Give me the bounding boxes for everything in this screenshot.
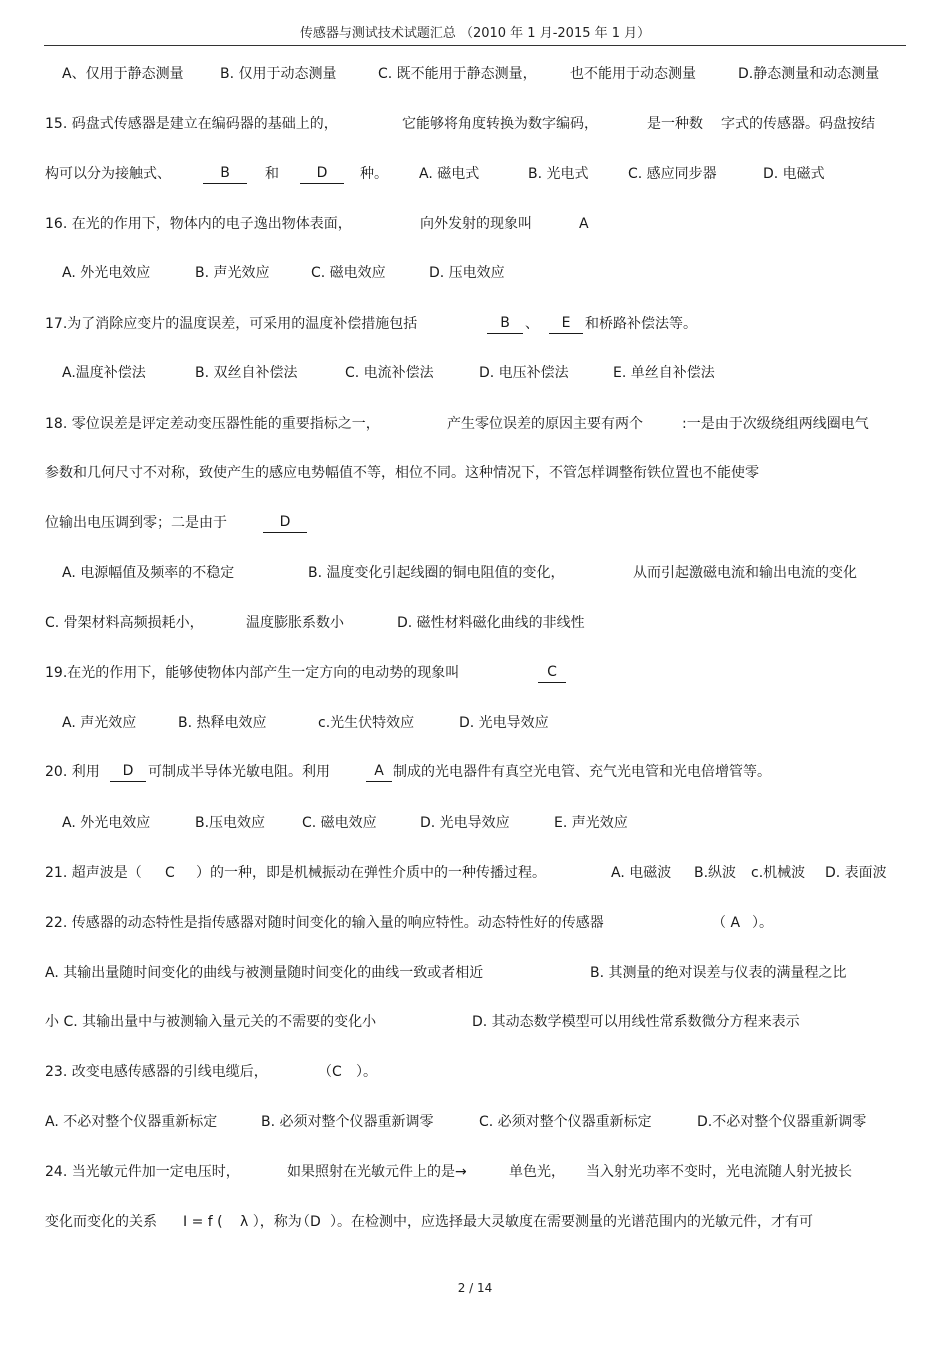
- text-segment: C. 电流补偿法: [345, 365, 434, 381]
- answer-blank: E: [549, 313, 583, 334]
- text-line: [0, 1111, 950, 1133]
- text-segment: 它能够将角度转换为数字编码，: [402, 116, 598, 132]
- text-segment: λ ），称为: [240, 1214, 302, 1230]
- answer-blank: B: [487, 313, 523, 334]
- text-segment: E. 单丝自补偿法: [613, 365, 715, 381]
- text-segment: ）。: [356, 1064, 377, 1080]
- text-segment: C. 感应同步器: [628, 166, 717, 182]
- text-segment: 制成的光电器件有真空光电管、充气光电管和光电倍增管等。: [393, 764, 771, 780]
- text-segment: 、: [525, 316, 539, 332]
- text-segment: 是一种数: [647, 116, 703, 132]
- text-segment: 和: [265, 166, 279, 182]
- text-segment: B. 仅用于动态测量: [220, 66, 337, 82]
- text-segment: D. 光电导效应: [420, 815, 510, 831]
- text-line: [0, 163, 950, 185]
- text-segment: A. 不必对整个仪器重新标定: [45, 1114, 218, 1130]
- text-segment: （ A: [712, 915, 741, 931]
- text-segment: C. 磁电效应: [311, 265, 386, 281]
- text-segment: ）。: [752, 915, 773, 931]
- text-segment: 种。: [360, 166, 388, 182]
- text-segment: 可制成半导体光敏电阻。利用: [148, 764, 330, 780]
- text-line: [0, 862, 950, 884]
- text-segment: 和桥路补偿法等。: [585, 316, 697, 332]
- text-segment: B.压电效应: [195, 815, 266, 831]
- text-line: [0, 1011, 950, 1033]
- text-segment: :一是由于次级绕组两线圈电气: [682, 416, 869, 432]
- text-segment: 17.为了消除应变片的温度误差，可采用的温度补偿措施包括: [45, 316, 418, 332]
- text-segment: 当入射光功率不变时，光电流随人射光披长: [586, 1164, 852, 1180]
- text-segment: B. 光电式: [528, 166, 589, 182]
- text-segment: 小 C. 其输出量中与被测输入量元关的不需要的变化小: [45, 1014, 377, 1030]
- text-segment: c.光生伏特效应: [318, 715, 415, 731]
- text-line: [0, 962, 950, 984]
- text-line: [0, 113, 950, 135]
- text-segment: A. 电源幅值及频率的不稳定: [62, 565, 235, 581]
- text-segment: E. 声光效应: [554, 815, 628, 831]
- text-line: [0, 63, 950, 85]
- text-line: [0, 262, 950, 284]
- answer-blank: D: [263, 512, 307, 533]
- text-segment: 22. 传感器的动态特性是指传感器对随时间变化的输入量的响应特性。动态特性好的传感器: [45, 915, 604, 931]
- text-segment: 变化而变化的关系: [45, 1214, 157, 1230]
- text-segment: I = f (: [183, 1214, 223, 1230]
- text-segment: D. 压电效应: [429, 265, 505, 281]
- text-segment: B.纵波: [694, 865, 737, 881]
- text-line: [0, 662, 950, 684]
- text-segment: B. 热释电效应: [178, 715, 267, 731]
- text-line: [0, 512, 950, 534]
- text-segment: 也不能用于动态测量: [570, 66, 696, 82]
- text-segment: A. 外光电效应: [62, 815, 151, 831]
- text-segment: 18. 零位误差是评定差动变压器性能的重要指标之一，: [45, 416, 380, 432]
- answer-blank: B: [203, 163, 247, 184]
- text-segment: 字式的传感器。码盘按结: [721, 116, 875, 132]
- text-line: [0, 462, 950, 484]
- text-segment: c.机械波: [751, 865, 806, 881]
- text-segment: 21. 超声波是（: [45, 865, 142, 881]
- text-segment: ）。在检测中，应选择最大灵敏度在需要测量的光谱范围内的光敏元件，才有可: [330, 1214, 813, 1230]
- text-segment: A: [579, 216, 589, 232]
- answer-blank: D: [300, 163, 344, 184]
- text-segment: D. 其动态数学模型可以用线性常系数微分方程来表示: [472, 1014, 800, 1030]
- text-line: [0, 761, 950, 783]
- text-segment: A. 电磁波: [611, 865, 672, 881]
- text-segment: C: [165, 865, 175, 881]
- text-line: [0, 1211, 950, 1233]
- text-line: [0, 313, 950, 335]
- text-line: [0, 912, 950, 934]
- text-segment: 16. 在光的作用下，物体内的电子逸出物体表面，: [45, 216, 352, 232]
- text-segment: 15. 码盘式传感器是建立在编码器的基础上的，: [45, 116, 338, 132]
- text-line: [0, 562, 950, 584]
- text-segment: A.温度补偿法: [62, 365, 146, 381]
- text-segment: 产生零位误差的原因主要有两个: [447, 416, 643, 432]
- text-segment: B. 温度变化引起线圈的铜电阻值的变化，: [308, 565, 565, 581]
- text-line: [0, 413, 950, 435]
- text-line: [0, 812, 950, 834]
- text-segment: A. 其输出量随时间变化的曲线与被测量随时间变化的曲线一致或者相近: [45, 965, 484, 981]
- text-segment: ）的一种，即是机械振动在弹性介质中的一种传播过程。: [196, 865, 546, 881]
- text-segment: A、仅用于静态测量: [62, 66, 184, 82]
- text-segment: 20. 利用: [45, 764, 100, 780]
- text-line: [0, 1061, 950, 1083]
- text-segment: 参数和几何尺寸不对称，致使产生的感应电势幅值不等，相位不同。这种情况下，不管怎样调整衔铁位置也不能使零: [45, 465, 759, 481]
- text-segment: A. 外光电效应: [62, 265, 151, 281]
- text-segment: B. 双丝自补偿法: [195, 365, 298, 381]
- text-segment: 构可以分为接触式、: [45, 166, 171, 182]
- text-segment: D. 电压补偿法: [479, 365, 569, 381]
- text-line: [0, 612, 950, 634]
- answer-blank: D: [110, 761, 146, 782]
- text-segment: D. 光电导效应: [459, 715, 549, 731]
- text-line: [0, 213, 950, 235]
- text-line: [0, 1161, 950, 1183]
- text-segment: C. 骨架材料高频损耗小，: [45, 615, 204, 631]
- text-segment: D.静态测量和动态测量: [738, 66, 880, 82]
- text-segment: 23. 改变电感传感器的引线电缆后，: [45, 1064, 268, 1080]
- text-segment: （D: [296, 1214, 321, 1230]
- text-segment: D.不必对整个仪器重新调零: [697, 1114, 867, 1130]
- header-divider: [44, 45, 906, 46]
- text-segment: 24. 当光敏元件加一定电压时，: [45, 1164, 240, 1180]
- text-segment: C. 必须对整个仪器重新标定: [479, 1114, 652, 1130]
- answer-blank: C: [538, 662, 566, 683]
- text-segment: 位输出电压调到零；二是由于: [45, 515, 227, 531]
- text-segment: 单色光，: [509, 1164, 565, 1180]
- text-segment: 如果照射在光敏元件上的是→: [287, 1164, 467, 1180]
- text-segment: B. 声光效应: [195, 265, 270, 281]
- text-line: [0, 712, 950, 734]
- text-segment: C. 既不能用于静态测量，: [378, 66, 537, 82]
- text-segment: C. 磁电效应: [302, 815, 377, 831]
- text-segment: B. 必须对整个仪器重新调零: [261, 1114, 434, 1130]
- page-number: 2 / 14: [457, 1281, 493, 1295]
- text-segment: （C: [318, 1064, 342, 1080]
- text-segment: D. 表面波: [825, 865, 887, 881]
- text-segment: D. 磁性材料磁化曲线的非线性: [397, 615, 585, 631]
- text-segment: D. 电磁式: [763, 166, 825, 182]
- text-segment: 向外发射的现象叫: [420, 216, 532, 232]
- text-segment: A. 磁电式: [419, 166, 480, 182]
- page-header: 传感器与测试技术试题汇总 （2010 年 1 月-2015 年 1 月）: [299, 26, 651, 41]
- text-segment: 从而引起激磁电流和输出电流的变化: [633, 565, 857, 581]
- text-line: [0, 362, 950, 384]
- text-segment: 温度膨胀系数小: [246, 615, 344, 631]
- text-segment: A. 声光效应: [62, 715, 137, 731]
- text-segment: 19.在光的作用下，能够使物体内部产生一定方向的电动势的现象叫: [45, 665, 460, 681]
- answer-blank: A: [366, 761, 392, 782]
- text-segment: B. 其测量的绝对误差与仪表的满量程之比: [590, 965, 847, 981]
